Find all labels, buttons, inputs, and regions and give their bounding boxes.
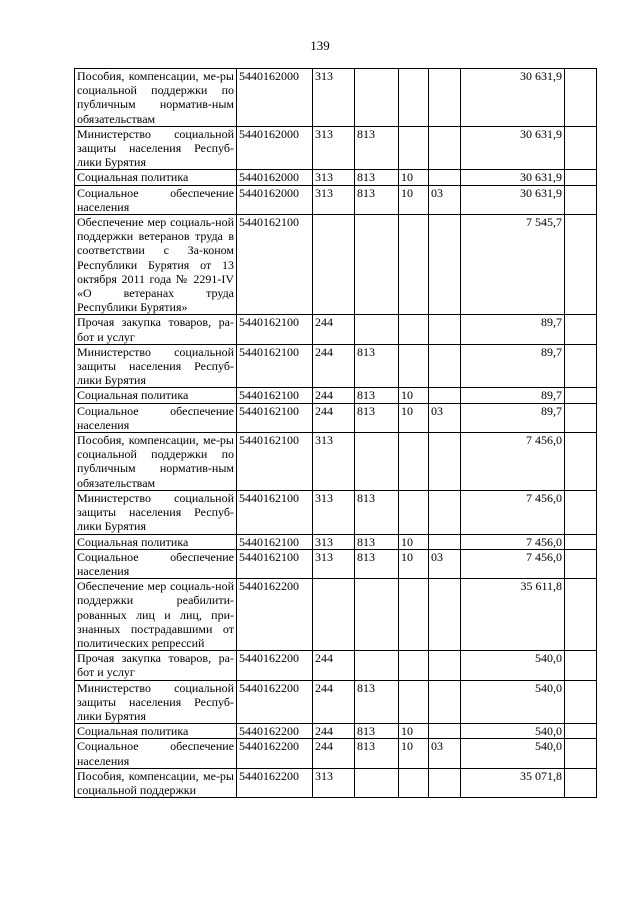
cell-empty [565, 768, 597, 797]
cell-target-article: 5440162000 [237, 69, 313, 127]
cell-empty [565, 680, 597, 724]
cell-name: Социальное обеспечение населения [75, 185, 237, 214]
cell-section: 10 [399, 185, 429, 214]
cell-amount: 30 631,9 [461, 185, 565, 214]
cell-amount: 540,0 [461, 651, 565, 680]
cell-target-article: 5440162000 [237, 170, 313, 185]
cell-expense-type: 313 [313, 490, 355, 534]
cell-expense-type [313, 215, 355, 315]
cell-target-article: 5440162200 [237, 739, 313, 768]
cell-subsection [429, 215, 461, 315]
cell-empty [565, 433, 597, 491]
cell-expense-type: 244 [313, 388, 355, 403]
cell-section: 10 [399, 170, 429, 185]
cell-amount: 7 456,0 [461, 534, 565, 549]
table-row [75, 651, 597, 680]
cell-amount: 7 456,0 [461, 549, 565, 578]
table-row [75, 170, 597, 185]
cell-name: Пособия, компенсации, ме-ры социальной поддержки по публичным норматив-ным обязательствам [75, 69, 237, 127]
cell-ministry-code: 813 [355, 403, 399, 432]
cell-amount: 540,0 [461, 739, 565, 768]
cell-ministry-code: 813 [355, 126, 399, 170]
cell-empty [565, 579, 597, 651]
cell-subsection: 03 [429, 549, 461, 578]
table-row [75, 344, 597, 388]
page-number: 139 [310, 38, 330, 53]
table-row [75, 724, 597, 739]
cell-target-article: 5440162100 [237, 388, 313, 403]
cell-ministry-code: 813 [355, 549, 399, 578]
cell-expense-type: 244 [313, 315, 355, 344]
cell-subsection [429, 534, 461, 549]
cell-section: 10 [399, 388, 429, 403]
table-row [75, 126, 597, 170]
cell-empty [565, 739, 597, 768]
cell-empty [565, 388, 597, 403]
table-row [75, 680, 597, 724]
cell-section [399, 315, 429, 344]
cell-empty [565, 215, 597, 315]
table-row [75, 490, 597, 534]
cell-empty [565, 490, 597, 534]
cell-section [399, 344, 429, 388]
cell-name: Пособия, компенсации, ме-ры социальной поддержки по публичным норматив-ным обязательствам [75, 433, 237, 491]
cell-expense-type: 313 [313, 185, 355, 214]
cell-section: 10 [399, 724, 429, 739]
cell-empty [565, 549, 597, 578]
cell-subsection [429, 69, 461, 127]
cell-subsection [429, 724, 461, 739]
cell-target-article: 5440162200 [237, 680, 313, 724]
cell-section [399, 680, 429, 724]
cell-section [399, 768, 429, 797]
cell-ministry-code: 813 [355, 170, 399, 185]
cell-name: Обеспечение мер социаль-ной поддержки ветеранов труда в соответствии с За-коном Республики Бурятия от 13 октября 2011 года № 2291-IV «О ветеранах труда Республики Бурятия» [75, 215, 237, 315]
cell-amount: 7 456,0 [461, 490, 565, 534]
cell-ministry-code: 813 [355, 388, 399, 403]
cell-expense-type: 244 [313, 680, 355, 724]
cell-subsection [429, 170, 461, 185]
cell-name: Социальная политика [75, 724, 237, 739]
cell-section [399, 126, 429, 170]
cell-ministry-code [355, 215, 399, 315]
cell-target-article: 5440162100 [237, 344, 313, 388]
cell-target-article: 5440162200 [237, 768, 313, 797]
table-row [75, 768, 597, 797]
cell-section [399, 433, 429, 491]
cell-name: Обеспечение мер социаль-ной поддержки реабилити-рованных лиц и лиц, при-знанных пострадавшими от политических репрессий [75, 579, 237, 651]
table-row [75, 215, 597, 315]
cell-subsection: 03 [429, 185, 461, 214]
cell-expense-type: 313 [313, 69, 355, 127]
cell-empty [565, 185, 597, 214]
cell-amount: 89,7 [461, 315, 565, 344]
cell-ministry-code [355, 768, 399, 797]
cell-target-article: 5440162000 [237, 185, 313, 214]
table-row [75, 69, 597, 127]
cell-empty [565, 534, 597, 549]
cell-target-article: 5440162100 [237, 315, 313, 344]
cell-amount: 7 456,0 [461, 433, 565, 491]
cell-name: Социальное обеспечение населения [75, 739, 237, 768]
cell-empty [565, 315, 597, 344]
cell-name: Социальное обеспечение населения [75, 549, 237, 578]
cell-subsection [429, 768, 461, 797]
cell-name: Министерство социальной защиты населения Респуб-лики Бурятия [75, 680, 237, 724]
cell-section [399, 69, 429, 127]
cell-section [399, 579, 429, 651]
cell-ministry-code: 813 [355, 739, 399, 768]
cell-ministry-code [355, 579, 399, 651]
cell-expense-type: 244 [313, 344, 355, 388]
cell-subsection [429, 433, 461, 491]
cell-ministry-code [355, 433, 399, 491]
cell-section: 10 [399, 534, 429, 549]
cell-name: Социальное обеспечение населения [75, 403, 237, 432]
cell-subsection [429, 680, 461, 724]
cell-expense-type: 313 [313, 126, 355, 170]
cell-section [399, 490, 429, 534]
cell-ministry-code [355, 315, 399, 344]
cell-subsection: 03 [429, 739, 461, 768]
table-row [75, 403, 597, 432]
cell-ministry-code: 813 [355, 724, 399, 739]
cell-amount: 89,7 [461, 388, 565, 403]
cell-amount: 540,0 [461, 680, 565, 724]
cell-expense-type: 313 [313, 170, 355, 185]
cell-section: 10 [399, 549, 429, 578]
cell-empty [565, 651, 597, 680]
cell-name: Социальная политика [75, 388, 237, 403]
cell-subsection [429, 344, 461, 388]
cell-empty [565, 724, 597, 739]
cell-amount: 89,7 [461, 344, 565, 388]
cell-expense-type [313, 579, 355, 651]
cell-amount: 35 071,8 [461, 768, 565, 797]
cell-subsection [429, 388, 461, 403]
cell-expense-type: 244 [313, 739, 355, 768]
cell-subsection [429, 126, 461, 170]
cell-name: Министерство социальной защиты населения Респуб-лики Бурятия [75, 490, 237, 534]
cell-amount: 30 631,9 [461, 126, 565, 170]
cell-ministry-code: 813 [355, 344, 399, 388]
cell-amount: 30 631,9 [461, 170, 565, 185]
budget-table [74, 68, 597, 798]
cell-expense-type: 313 [313, 433, 355, 491]
cell-amount: 540,0 [461, 724, 565, 739]
cell-subsection [429, 579, 461, 651]
cell-expense-type: 313 [313, 768, 355, 797]
table-row [75, 315, 597, 344]
cell-target-article: 5440162100 [237, 433, 313, 491]
cell-section: 10 [399, 403, 429, 432]
table-row [75, 388, 597, 403]
cell-target-article: 5440162200 [237, 651, 313, 680]
cell-section: 10 [399, 739, 429, 768]
table-row [75, 185, 597, 214]
cell-target-article: 5440162100 [237, 215, 313, 315]
cell-ministry-code [355, 651, 399, 680]
cell-amount: 35 611,8 [461, 579, 565, 651]
cell-name: Социальная политика [75, 170, 237, 185]
cell-expense-type: 244 [313, 724, 355, 739]
cell-empty [565, 126, 597, 170]
cell-empty [565, 344, 597, 388]
table-row [75, 579, 597, 651]
cell-section [399, 215, 429, 315]
cell-subsection [429, 651, 461, 680]
budget-table-body [75, 69, 597, 798]
cell-amount: 89,7 [461, 403, 565, 432]
cell-ministry-code: 813 [355, 185, 399, 214]
cell-name: Прочая закупка товаров, ра-бот и услуг [75, 315, 237, 344]
cell-name: Министерство социальной защиты населения Респуб-лики Бурятия [75, 344, 237, 388]
cell-target-article: 5440162100 [237, 403, 313, 432]
cell-amount: 7 545,7 [461, 215, 565, 315]
cell-name: Социальная политика [75, 534, 237, 549]
cell-target-article: 5440162200 [237, 724, 313, 739]
cell-expense-type: 313 [313, 534, 355, 549]
cell-target-article: 5440162200 [237, 579, 313, 651]
cell-empty [565, 170, 597, 185]
cell-expense-type: 244 [313, 403, 355, 432]
cell-target-article: 5440162100 [237, 549, 313, 578]
table-row [75, 549, 597, 578]
table-row [75, 739, 597, 768]
cell-name: Министерство социальной защиты населения Респуб-лики Бурятия [75, 126, 237, 170]
table-row [75, 433, 597, 491]
cell-ministry-code: 813 [355, 534, 399, 549]
cell-amount: 30 631,9 [461, 69, 565, 127]
cell-section [399, 651, 429, 680]
cell-name: Прочая закупка товаров, ра-бот и услуг [75, 651, 237, 680]
cell-empty [565, 403, 597, 432]
cell-target-article: 5440162100 [237, 534, 313, 549]
cell-subsection [429, 315, 461, 344]
cell-subsection [429, 490, 461, 534]
cell-name: Пособия, компенсации, ме-ры социальной поддержки [75, 768, 237, 797]
table-row [75, 534, 597, 549]
cell-expense-type: 313 [313, 549, 355, 578]
cell-ministry-code: 813 [355, 490, 399, 534]
cell-target-article: 5440162000 [237, 126, 313, 170]
cell-expense-type: 244 [313, 651, 355, 680]
cell-empty [565, 69, 597, 127]
cell-subsection: 03 [429, 403, 461, 432]
cell-target-article: 5440162100 [237, 490, 313, 534]
cell-ministry-code: 813 [355, 680, 399, 724]
cell-ministry-code [355, 69, 399, 127]
